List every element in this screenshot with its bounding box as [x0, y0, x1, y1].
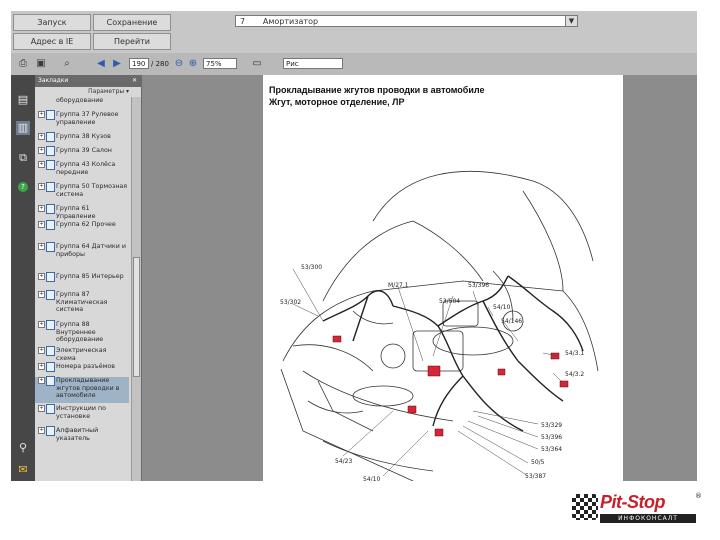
navigation-rail [11, 75, 35, 481]
bookmark-label: Группа 62 Прочее [56, 221, 116, 228]
wiring-diagram [263, 111, 623, 481]
callout-label: 53/302 [280, 299, 302, 306]
go-button[interactable]: Перейти [93, 33, 171, 50]
print-icon[interactable]: ⎙ [19, 58, 27, 69]
expand-toggle-icon[interactable]: + [39, 161, 44, 167]
bookmark-label: Группа 88 Внутреннее оборудование [56, 321, 104, 343]
help-icon[interactable]: ? [16, 179, 30, 193]
layers-icon[interactable]: ⧉ [19, 151, 27, 164]
bookmark-label: Группа 87 Климатическая система [56, 291, 108, 313]
callout-label: 53/364 [541, 446, 563, 453]
bookmark-icon [46, 146, 55, 156]
bookmark-label: Алфавитный указатель [56, 427, 99, 442]
expand-toggle-icon[interactable]: + [39, 405, 44, 411]
bookmark-item[interactable] [35, 243, 129, 273]
logo-registered-mark: ® [695, 492, 702, 500]
bookmark-item[interactable] [35, 205, 129, 221]
expand-toggle-icon[interactable]: + [39, 273, 44, 279]
expand-toggle-icon[interactable]: + [39, 363, 44, 369]
expand-toggle-icon[interactable]: + [39, 147, 44, 153]
bookmarks-tree [35, 97, 131, 481]
bookmark-icon [46, 404, 55, 414]
comments-icon[interactable]: ✉ [18, 463, 28, 476]
save-icon[interactable]: ▣ [36, 58, 46, 69]
bookmark-icon [46, 132, 55, 142]
launch-button[interactable]: Запуск [13, 14, 91, 31]
bookmark-item[interactable] [35, 111, 129, 133]
bookmarks-panel-title: Закладки [38, 77, 69, 84]
checkered-flag-icon [572, 494, 598, 520]
top-form-strip [11, 11, 697, 53]
callout-label: 54/146 [501, 318, 523, 325]
bookmark-item[interactable] [35, 291, 129, 321]
close-icon[interactable]: ✕ [131, 77, 137, 84]
expand-toggle-icon[interactable]: + [39, 377, 44, 383]
section-select-value: Амортизатор [262, 17, 319, 26]
bookmark-icon [46, 426, 55, 436]
bookmarks-panel [35, 75, 142, 481]
callout-label: 50/5 [531, 459, 545, 466]
bookmarks-panel-header [35, 75, 141, 87]
logo-subtitle: ИНФОКОНСАЛТ [600, 514, 696, 523]
expand-toggle-icon[interactable]: + [39, 321, 44, 327]
bookmark-icon [46, 272, 55, 282]
bookmark-icon [46, 376, 55, 386]
bookmark-item[interactable] [35, 427, 129, 449]
view-mode-select[interactable]: Рис [283, 58, 343, 69]
previous-page-icon[interactable]: ◀ [97, 58, 105, 69]
bookmark-label: Инструкции по установке [56, 405, 106, 420]
expand-toggle-icon[interactable]: + [39, 221, 44, 227]
bookmark-label: Группа 38 Кузов [56, 133, 111, 140]
bookmark-label: Группа 37 Рулевое управление [56, 111, 119, 126]
expand-toggle-icon[interactable]: + [39, 291, 44, 297]
bookmark-label: Группа 50 Тормозная система [56, 183, 128, 198]
callout-label: 54/3.2 [565, 371, 585, 378]
pdf-reader-window [11, 11, 697, 481]
bookmark-icon [46, 182, 55, 192]
callout-label: 54/3.1 [565, 350, 585, 357]
bookmarks-options-button[interactable]: Параметры ▾ [88, 88, 129, 95]
bookmark-label: Группа 43 Колёса передние [56, 161, 116, 176]
bookmark-icon [46, 160, 55, 170]
document-background [623, 75, 697, 481]
bookmark-item[interactable] [35, 133, 129, 145]
bookmark-label: Электрическая схема [56, 347, 107, 362]
callout-label: 53/396 [541, 434, 563, 441]
document-page [263, 75, 623, 481]
bookmark-label: Группа 64 Датчики и приборы [56, 243, 126, 258]
bookmark-icon [46, 320, 55, 330]
open-in-ie-button[interactable]: Адрес в IE [13, 33, 91, 50]
attachment-icon[interactable]: ⚲ [18, 441, 28, 454]
bookmark-label: Группа 39 Салон [56, 147, 112, 154]
expand-toggle-icon[interactable]: + [39, 111, 44, 117]
bookmarks-scrollbar[interactable] [131, 97, 141, 481]
bookmark-item[interactable] [35, 363, 129, 375]
bookmark-label: Прокладывание жгутов проводки в автомобиле [56, 377, 120, 399]
bookmark-item[interactable] [35, 147, 129, 159]
chevron-down-icon[interactable]: ▼ [565, 16, 577, 26]
pages-icon[interactable]: ▤ [17, 93, 29, 106]
bookmark-icon [46, 346, 55, 356]
bookmark-label: оборудование [56, 97, 104, 104]
bookmark-item[interactable] [35, 221, 129, 243]
logo-name: Pit-Stop [600, 492, 665, 512]
search-icon[interactable]: ⌕ [64, 58, 70, 69]
next-page-icon[interactable]: ▶ [113, 58, 121, 69]
expand-toggle-icon[interactable]: + [39, 427, 44, 433]
bookmark-item[interactable] [35, 183, 129, 205]
bookmark-item[interactable] [35, 161, 129, 183]
bookmark-icon [46, 110, 55, 120]
pit-stop-logo [572, 492, 702, 532]
bookmark-item[interactable] [35, 321, 129, 347]
bookmark-item[interactable] [35, 273, 129, 285]
bookmark-item[interactable] [35, 377, 129, 403]
bookmark-label: Номера разъёмов [56, 363, 115, 370]
page-number-input[interactable]: 190 [129, 58, 149, 69]
callout-label: 53/329 [541, 422, 563, 429]
callout-label: 54/10 [493, 304, 511, 311]
expand-toggle-icon[interactable]: + [39, 133, 44, 139]
page-title: Прокладывание жгутов проводки в автомобиле [269, 85, 485, 95]
callout-label: 53/387 [525, 473, 547, 480]
expand-toggle-icon[interactable]: + [39, 205, 44, 211]
bookmark-item[interactable] [35, 405, 129, 427]
zoom-input[interactable]: 75% [203, 58, 237, 69]
bookmark-icon [46, 290, 55, 300]
save-button[interactable]: Сохранение [93, 14, 171, 31]
expand-toggle-icon[interactable]: + [39, 243, 44, 249]
callout-label: 54/10 [363, 476, 381, 481]
bookmark-icon [46, 204, 55, 214]
scrollbar-thumb[interactable] [133, 257, 140, 377]
callout-label: M/27.1 [388, 282, 409, 289]
callout-label: 53/300 [301, 264, 323, 271]
callout-label: 54/23 [335, 458, 353, 465]
bookmark-icon [46, 242, 55, 252]
section-select-prefix: 7 [240, 17, 246, 26]
bookmark-item[interactable] [35, 347, 129, 362]
reader-toolbar [11, 53, 697, 76]
zoom-out-icon[interactable]: ⊖ [174, 58, 184, 69]
bookmark-label: Группа 85 Интерьер [56, 273, 124, 280]
page-total: / 280 [151, 60, 169, 68]
expand-toggle-icon[interactable]: + [39, 347, 44, 353]
callout-label: 53/504 [439, 298, 461, 305]
bookmarks-icon[interactable]: ▥ [17, 121, 29, 134]
section-select[interactable] [235, 15, 578, 27]
callout-label: 53/396 [468, 282, 490, 289]
page-subtitle: Жгут, моторное отделение, ЛР [269, 97, 405, 107]
expand-toggle-icon[interactable]: + [39, 183, 44, 189]
fit-page-icon[interactable]: ▭ [252, 58, 262, 69]
bookmark-label: Группа 61 Управление [56, 205, 96, 220]
bookmark-icon [46, 362, 55, 372]
zoom-in-icon[interactable]: ⊕ [188, 58, 198, 69]
bookmark-item[interactable] [35, 97, 129, 107]
bookmark-icon [46, 220, 55, 230]
